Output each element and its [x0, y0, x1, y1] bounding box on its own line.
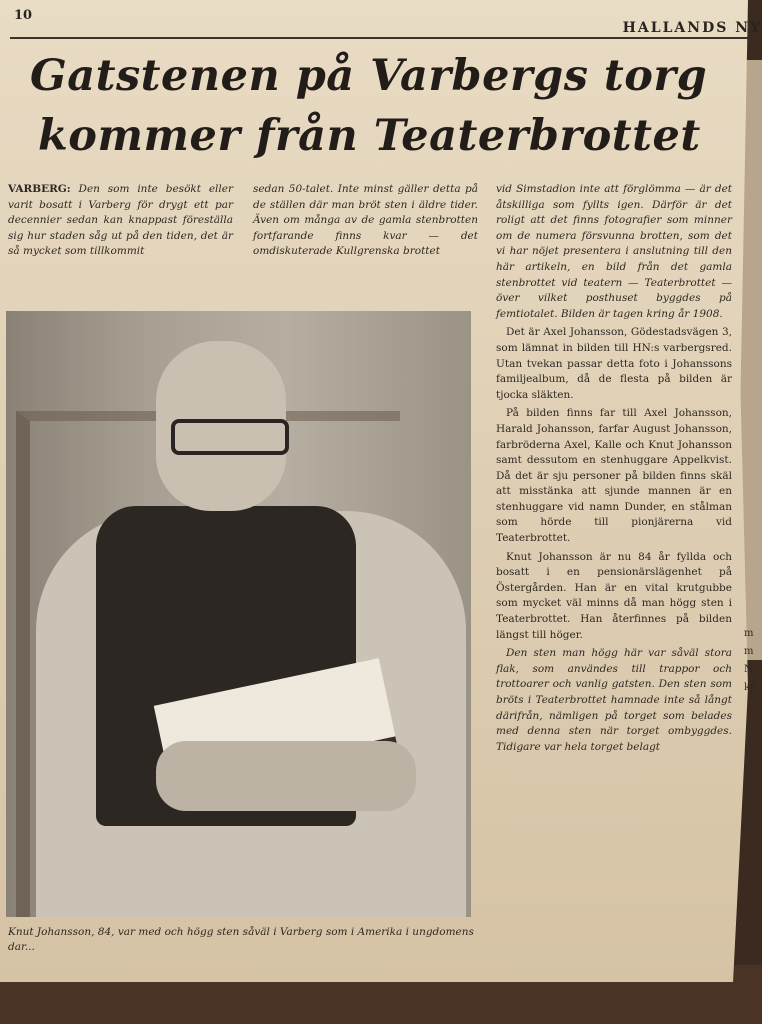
hands-shape: [156, 741, 416, 811]
paragraph-4: Knut Johansson är nu 84 år fyllda och bosatt i en pensionärslägenhet på Östergården. Han är en vital krutgubbe som mycket väl minns då man högg sten i Teaterbrottet. Han återfinnes på bilden längst till höger.: [496, 550, 732, 641]
edge-fragment-c: N: [744, 664, 753, 675]
headline-line-1: Gatstenen på Varbergs torg: [30, 51, 708, 101]
edge-fragment-a: m: [744, 628, 754, 639]
article-column-3: [496, 182, 732, 758]
headline: [30, 46, 730, 166]
lead-text: Den som inte besökt eller varit bosatt i Varberg för drygt ett par decennier sedan kan knappast föreställa sig hur staden såg ut på den tiden, det är så mycket som tillkommit: [8, 183, 234, 258]
photo-caption: Knut Johansson, 84, var med och högg sten såväl i Varberg som i Amerika i ungdomens dar...: [8, 926, 474, 953]
masthead: HALLANDS NY: [622, 20, 762, 36]
column-2-text: sedan 50-talet. Inte minst gäller detta på de ställen där man bröt sten i äldre tider. Även om många av de gamla stenbrotten fortfarande finns kvar — det omdiskuterade Kullgrenska brottet: [253, 183, 478, 258]
paragraph-3: På bilden finns far till Axel Johansson, Harald Johansson, farfar August Johansson, farbröderna Axel, Kalle och Knut Johansson samt dessutom en stenhuggare Appelkvist. Då det är sju personer på bilden finns skäl att misstänka att sjunde mannen är en stenhuggare vid namn Dunder, en stålman som hörde till pionjärerna vid Teaterbrottet.: [496, 407, 732, 545]
article-column-2: [253, 182, 478, 263]
glasses-shape: [171, 419, 289, 455]
paragraph-5: Den sten man högg här var såväl stora flak, som användes till trappor och trottoarer och vanlig gatsten. Den sten som bröts i Teaterbrottet hamnade inte så långt därifrån, nämligen på torget som belades med denna sten när torget ombyggdes. Tidigare var hela torget belagt: [496, 647, 732, 753]
dateline: VARBERG:: [8, 183, 71, 195]
article-column-1: [8, 182, 233, 263]
paragraph-2: Det är Axel Johansson, Gödestadsvägen 3, som lämnat in bilden till HN:s varbergsred. Utan tvekan passar detta foto i Johanssons familjealbum, då de flesta på bilden är tjocka släkten.: [496, 326, 732, 401]
paragraph-1: vid Simstadion inte att förglömma — är det åtskilliga som fyllts igen. Därför är det roligt att det finns fotografier som minner om de numera försvunna brotten, som det vi har nöjet presentera i anslutning till den här artikeln, en bild från det gamla stenbrottet vid teatern — Teaterbrottet — över vilket posthuset byggdes på femtiotalet. Bilden är tagen kring år 1908.: [496, 183, 732, 320]
portrait-photo: [6, 311, 471, 917]
edge-fragment-d: kö: [744, 682, 757, 693]
headline-line-2: kommer från Teaterbrottet: [38, 111, 701, 161]
masthead-rule: [10, 37, 748, 39]
page-number: 10: [14, 8, 33, 23]
edge-fragment-b: m: [744, 646, 754, 657]
